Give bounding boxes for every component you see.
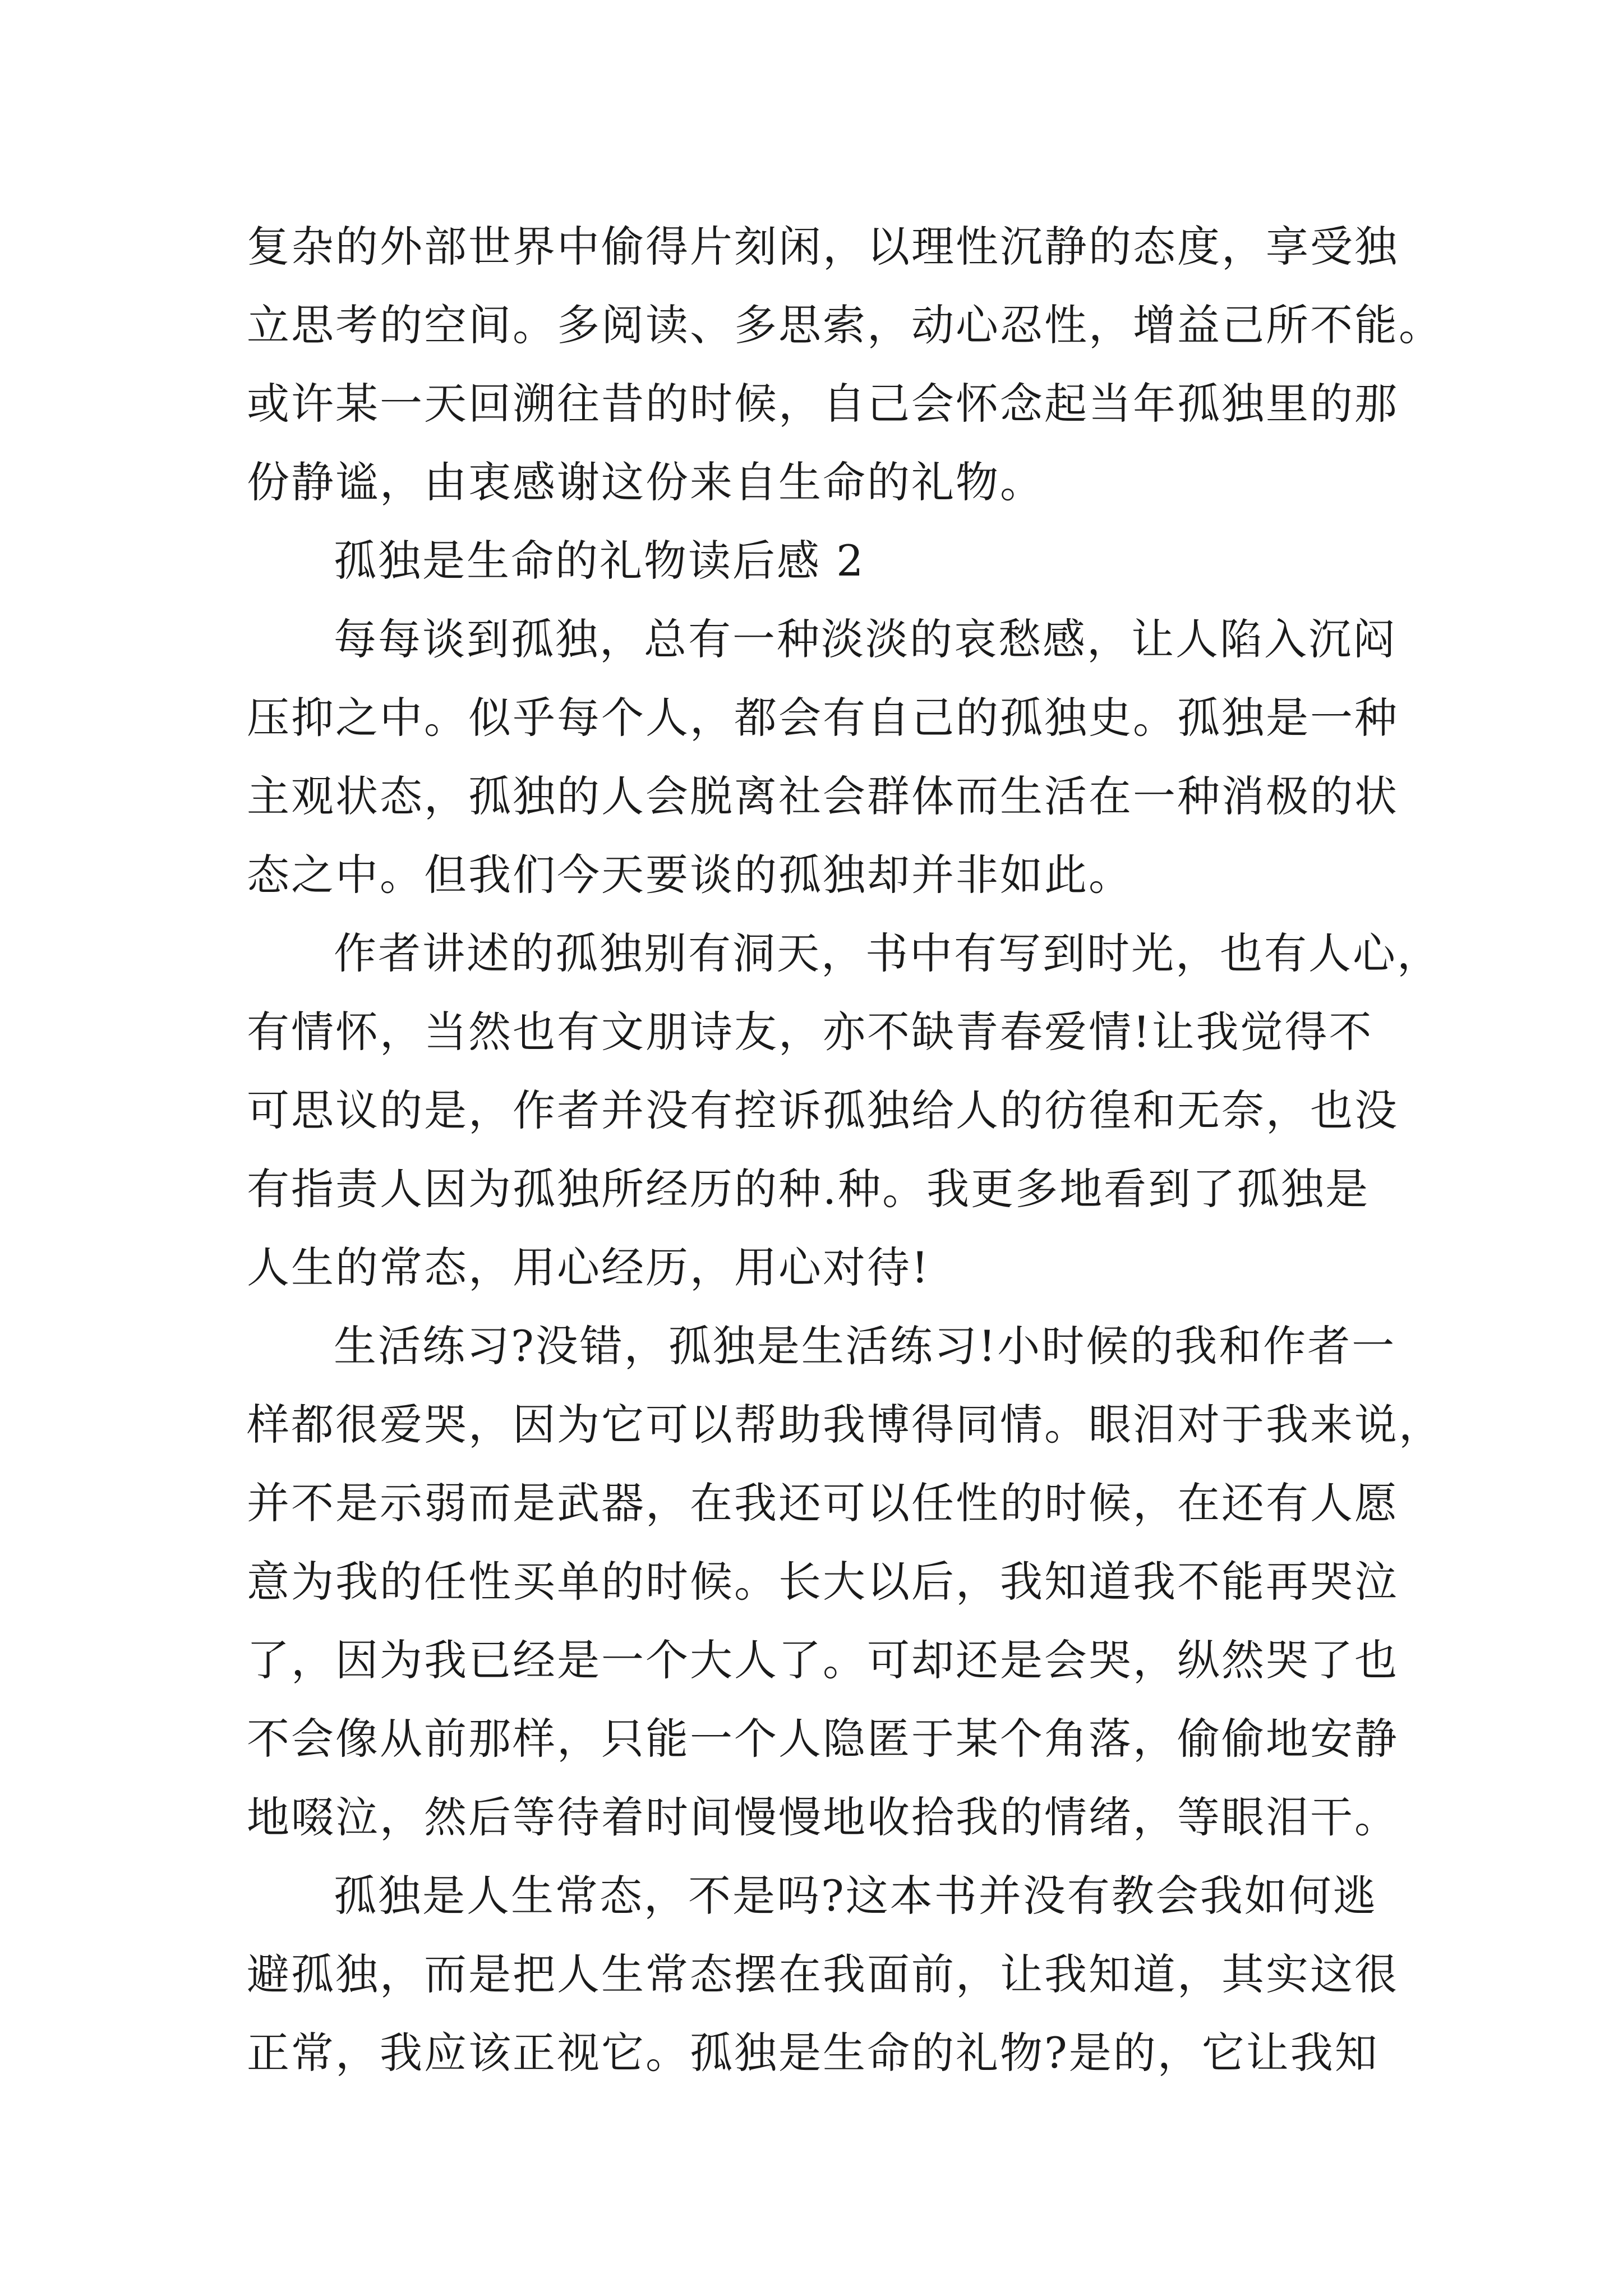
text-line: 态之中。但我们今天要谈的孤独却并非如此。 [247,850,1133,900]
text-line: 了，因为我已经是一个大人了。可却还是会哭，纵然哭了也 [247,1635,1399,1685]
text-line: 有指责人因为孤独所经历的种.种。我更多地看到了孤独是 [247,1164,1370,1214]
text-line: 压抑之中。似乎每个人，都会有自己的孤独史。孤独是一种 [247,693,1399,743]
text-line: 复杂的外部世界中偷得片刻闲，以理性沉静的态度，享受独 [247,222,1399,272]
text-line: 并不是示弱而是武器，在我还可以任性的时候，在还有人愿 [247,1478,1399,1528]
text-line: 立思考的空间。多阅读、多思索，动心忍性，增益己所不能。 [247,300,1443,350]
text-line: 不会像从前那样，只能一个人隐匿于某个角落，偷偷地安静 [247,1714,1399,1764]
text-line: 避孤独，而是把人生常态摆在我面前，让我知道，其实这很 [247,1949,1399,1999]
section-heading: 孤独是生命的礼物读后感 2 [334,536,865,586]
text-line: 可思议的是，作者并没有控诉孤独给人的彷徨和无奈，也没 [247,1085,1399,1135]
text-line: 地啜泣，然后等待着时间慢慢地收拾我的情绪，等眼泪干。 [247,1792,1399,1842]
text-line: 孤独是人生常态，不是吗?这本书并没有教会我如何逃 [334,1871,1377,1921]
text-line: 人生的常态，用心经历，用心对待! [247,1243,930,1292]
text-line: 生活练习?没错，孤独是生活练习!小时候的我和作者一 [334,1321,1396,1371]
text-line: 或许某一天回溯往昔的时候，自己会怀念起当年孤独里的那 [247,379,1399,429]
text-line: 有情怀，当然也有文朋诗友，亦不缺青春爱情!让我觉得不 [247,1007,1373,1057]
text-line: 主观状态，孤独的人会脱离社会群体而生活在一种消极的状 [247,771,1399,821]
text-line: 份静谧，由衷感谢这份来自生命的礼物。 [247,457,1044,507]
text-line: 作者讲述的孤独别有洞天，书中有写到时光，也有人心， [334,928,1441,978]
text-line: 正常，我应该正视它。孤独是生命的礼物?是的，它让我知 [247,2028,1379,2078]
text-line: 样都很爱哭，因为它可以帮助我博得同情。眼泪对于我来说， [247,1400,1443,1450]
text-line: 每每谈到孤独，总有一种淡淡的哀愁感，让人陷入沉闷 [334,614,1397,664]
text-line: 意为我的任性买单的时候。长大以后，我知道我不能再哭泣 [247,1557,1399,1607]
body-text [247,208,1443,2092]
